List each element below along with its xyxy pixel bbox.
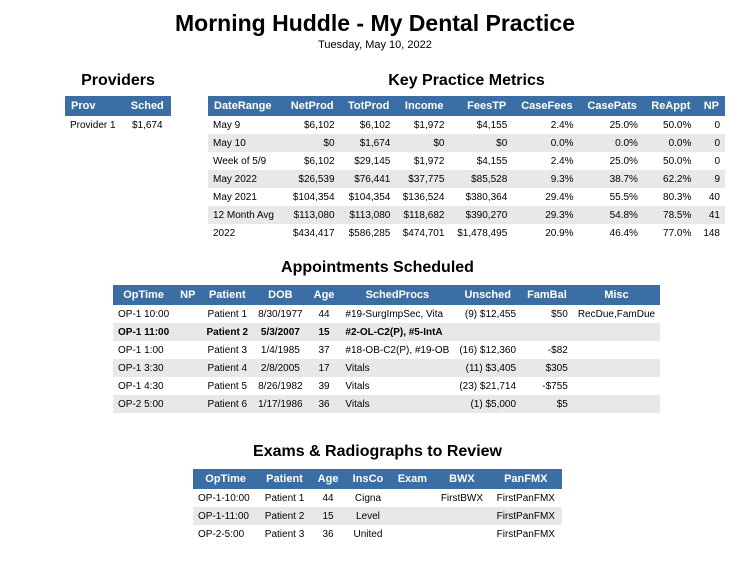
cell-age: 36	[308, 395, 341, 413]
cell-np	[174, 341, 201, 359]
provider-name: Provider 1	[70, 119, 116, 131]
cell-optime: OP-1 10:00	[118, 308, 170, 320]
col-header-prov[interactable]: Prov	[65, 96, 124, 116]
cell-income: $474,701	[402, 227, 445, 239]
table-row	[113, 341, 660, 359]
cell-totprod: $104,354	[348, 191, 391, 203]
cell-reappt: 50.0%	[663, 119, 692, 131]
col-header-patient[interactable]: Patient	[201, 285, 253, 305]
page-title: Morning Huddle - My Dental Practice	[175, 10, 575, 36]
cell-insco: United	[353, 528, 383, 540]
cell-casefees: 2.4%	[550, 155, 574, 167]
table-row	[208, 170, 725, 188]
cell-optime: OP-1-10:00	[198, 492, 250, 504]
cell-fambal: -$82	[547, 344, 568, 356]
table-row	[193, 489, 562, 507]
cell-panfmx: FirstPanFMX	[490, 507, 562, 525]
cell-insco: Level	[345, 507, 390, 525]
cell-reappt: 50.0%	[663, 155, 692, 167]
cell-age: 15	[308, 323, 341, 341]
cell-income: $0	[395, 134, 449, 152]
cell-dob: 5/3/2007	[253, 323, 308, 341]
cell-optime: OP-2-5:00	[198, 528, 245, 540]
cell-insco: Cigna	[354, 492, 382, 504]
cell-schedprocs: #2-OL-C2(P), #5-IntA	[340, 323, 454, 341]
cell-np: 0	[696, 134, 725, 152]
table-row	[208, 116, 725, 134]
cell-exam	[390, 525, 434, 543]
cell-income: $1,972	[413, 119, 445, 131]
cell-reappt: 80.3%	[663, 191, 692, 203]
cell-fambal: $305	[521, 359, 573, 377]
table-row	[193, 525, 562, 543]
col-header-reappt[interactable]: ReAppt	[643, 96, 696, 116]
col-header-optime[interactable]: OpTime	[193, 469, 258, 489]
cell-optime: OP-1 4:30	[118, 380, 164, 392]
col-header-optime[interactable]: OpTime	[113, 285, 174, 305]
cell-casepats: 0.0%	[579, 134, 643, 152]
col-header-patient[interactable]: Patient	[258, 469, 310, 489]
cell-daterange: May 10	[208, 134, 282, 152]
providers-table	[65, 96, 171, 134]
cell-income: $37,775	[395, 170, 449, 188]
cell-unsched: (16) $12,360	[459, 344, 517, 356]
col-header-feestp[interactable]: FeesTP	[449, 96, 512, 116]
cell-schedprocs: Vitals	[345, 380, 370, 392]
cell-feestp: $85,528	[449, 170, 512, 188]
cell-reappt: 78.5%	[643, 206, 696, 224]
cell-casefees: 29.4%	[545, 191, 574, 203]
report-date: Tuesday, May 10, 2022	[318, 39, 432, 51]
table-row	[113, 305, 660, 323]
cell-casepats: 55.5%	[609, 191, 638, 203]
cell-dob: 1/17/1986	[253, 395, 308, 413]
cell-daterange: May 2021	[213, 191, 257, 203]
cell-feestp: $4,155	[476, 155, 508, 167]
cell-netprod: $113,080	[282, 206, 339, 224]
col-header-dob[interactable]: DOB	[253, 285, 308, 305]
col-header-schedprocs[interactable]: SchedProcs	[340, 285, 454, 305]
cell-daterange: 2022	[213, 227, 236, 239]
col-header-bwx[interactable]: BWX	[434, 469, 489, 489]
cell-optime: OP-1 1:00	[118, 344, 164, 356]
cell-np	[174, 305, 201, 323]
cell-feestp: $390,270	[449, 206, 512, 224]
cell-panfmx: FirstPanFMX	[496, 528, 555, 540]
cell-daterange: May 9	[213, 119, 241, 131]
metrics-table	[208, 96, 725, 242]
cell-patient: Patient 3	[207, 344, 248, 356]
cell-optime: OP-2 5:00	[113, 395, 174, 413]
cell-casepats: 25.0%	[609, 155, 638, 167]
cell-schedprocs: Vitals	[340, 359, 454, 377]
cell-casepats: 38.7%	[579, 170, 643, 188]
cell-panfmx: FirstPanFMX	[496, 492, 555, 504]
table-row	[208, 206, 725, 224]
table-row	[65, 116, 171, 134]
col-header-income[interactable]: Income	[395, 96, 449, 116]
cell-dob: 8/26/1982	[258, 380, 303, 392]
cell-age: 37	[318, 344, 330, 356]
cell-misc	[573, 359, 660, 377]
cell-totprod: $586,285	[348, 227, 391, 239]
col-header-np[interactable]: NP	[696, 96, 725, 116]
cell-age: 17	[308, 359, 341, 377]
cell-patient: Patient 4	[201, 359, 253, 377]
cell-totprod: $1,674	[340, 134, 396, 152]
cell-income: $136,524	[402, 191, 445, 203]
table-row	[193, 507, 562, 525]
cell-income: $118,682	[395, 206, 449, 224]
col-header-casepats[interactable]: CasePats	[579, 96, 643, 116]
cell-misc	[573, 341, 660, 359]
appointments-section-title: Appointments Scheduled	[281, 259, 474, 276]
cell-bwx	[434, 507, 489, 525]
cell-reappt: 77.0%	[663, 227, 692, 239]
cell-netprod: $434,417	[292, 227, 335, 239]
cell-casepats: 46.4%	[609, 227, 638, 239]
cell-totprod: $29,145	[354, 155, 391, 167]
cell-netprod: $0	[282, 134, 339, 152]
table-row	[113, 395, 660, 413]
cell-optime: OP-1 11:00	[113, 323, 174, 341]
cell-age: 44	[318, 308, 330, 320]
cell-np: 0	[714, 119, 720, 131]
cell-age: 15	[311, 507, 346, 525]
cell-schedprocs: #18-OB-C2(P), #19-OB	[345, 344, 450, 356]
cell-patient: Patient 5	[207, 380, 248, 392]
cell-netprod: $104,354	[292, 191, 335, 203]
cell-dob: 1/4/1985	[260, 344, 300, 356]
cell-patient: Patient 1	[264, 492, 305, 504]
cell-misc	[573, 377, 660, 395]
cell-totprod: $113,080	[340, 206, 396, 224]
cell-netprod: $6,102	[303, 155, 335, 167]
table-row	[208, 134, 725, 152]
cell-reappt: 0.0%	[643, 134, 696, 152]
cell-misc	[573, 395, 660, 413]
cell-fambal: -$755	[542, 380, 568, 392]
col-header-insco[interactable]: InsCo	[345, 469, 390, 489]
cell-exam	[390, 489, 434, 507]
metrics-section-title: Key Practice Metrics	[388, 72, 545, 89]
cell-exam	[390, 507, 434, 525]
cell-schedprocs: #19-SurgImpSec, Vita	[345, 308, 444, 320]
cell-casefees: 2.4%	[550, 119, 574, 131]
cell-patient: Patient 2	[258, 507, 310, 525]
table-row	[208, 224, 725, 242]
cell-np: 148	[703, 227, 720, 239]
col-header-sched[interactable]: Sched	[124, 96, 171, 116]
cell-age: 36	[322, 528, 334, 540]
cell-netprod: $26,539	[282, 170, 339, 188]
cell-bwx	[434, 525, 489, 543]
cell-misc: RecDue,FamDue	[577, 308, 656, 320]
cell-patient: Patient 6	[201, 395, 253, 413]
cell-daterange: 12 Month Avg	[208, 206, 282, 224]
cell-reappt: 62.2%	[643, 170, 696, 188]
cell-casefees: 0.0%	[512, 134, 578, 152]
cell-age: 39	[318, 380, 330, 392]
col-header-totprod[interactable]: TotProd	[340, 96, 396, 116]
cell-patient: Patient 3	[264, 528, 305, 540]
col-header-fambal[interactable]: FamBal	[521, 285, 573, 305]
col-header-age[interactable]: Age	[308, 285, 341, 305]
cell-np	[174, 359, 201, 377]
cell-daterange: Week of 5/9	[213, 155, 267, 167]
cell-feestp: $1,478,495	[457, 227, 508, 239]
cell-patient: Patient 2	[201, 323, 253, 341]
cell-feestp: $4,155	[476, 119, 508, 131]
cell-fambal: $50	[551, 308, 568, 320]
cell-feestp: $380,364	[465, 191, 508, 203]
cell-bwx: FirstBWX	[440, 492, 484, 504]
cell-np	[174, 323, 201, 341]
cell-optime: OP-1 3:30	[113, 359, 174, 377]
cell-patient: Patient 1	[207, 308, 248, 320]
col-header-misc[interactable]: Misc	[573, 285, 660, 305]
cell-np: 9	[696, 170, 725, 188]
exams-table	[193, 469, 562, 543]
col-header-panfmx[interactable]: PanFMX	[490, 469, 562, 489]
cell-np	[174, 377, 201, 395]
col-header-casefees[interactable]: CaseFees	[512, 96, 578, 116]
cell-np	[174, 395, 201, 413]
col-header-daterange[interactable]: DateRange	[208, 96, 282, 116]
col-header-age[interactable]: Age	[311, 469, 346, 489]
cell-casepats: 25.0%	[609, 119, 638, 131]
cell-income: $1,972	[413, 155, 445, 167]
table-row	[208, 188, 725, 206]
cell-feestp: $0	[449, 134, 512, 152]
provider-sched: $1,674	[131, 119, 163, 131]
col-header-exam[interactable]: Exam	[390, 469, 434, 489]
table-row	[208, 152, 725, 170]
cell-fambal	[521, 323, 573, 341]
cell-unsched: (1) $5,000	[454, 395, 521, 413]
cell-casefees: 9.3%	[512, 170, 578, 188]
cell-unsched	[454, 323, 521, 341]
cell-age: 44	[322, 492, 334, 504]
cell-totprod: $6,102	[359, 119, 391, 131]
cell-optime: OP-1-11:00	[193, 507, 258, 525]
cell-unsched: (23) $21,714	[459, 380, 517, 392]
cell-schedprocs: Vitals	[340, 395, 454, 413]
cell-fambal: $5	[521, 395, 573, 413]
table-row	[113, 323, 660, 341]
exams-section-title: Exams & Radiographs to Review	[253, 443, 502, 460]
cell-totprod: $76,441	[340, 170, 396, 188]
col-header-netprod[interactable]: NetProd	[282, 96, 339, 116]
col-header-np[interactable]: NP	[174, 285, 201, 305]
col-header-unsched[interactable]: Unsched	[454, 285, 521, 305]
cell-netprod: $6,102	[303, 119, 335, 131]
table-row	[113, 377, 660, 395]
cell-dob: 2/8/2005	[253, 359, 308, 377]
table-row	[113, 359, 660, 377]
cell-misc	[573, 323, 660, 341]
appointments-table	[113, 285, 660, 413]
cell-casefees: 20.9%	[545, 227, 574, 239]
cell-daterange: May 2022	[208, 170, 282, 188]
cell-casepats: 54.8%	[579, 206, 643, 224]
cell-np: 40	[708, 191, 720, 203]
cell-dob: 8/30/1977	[258, 308, 303, 320]
cell-unsched: (9) $12,455	[464, 308, 517, 320]
providers-section-title: Providers	[81, 72, 155, 89]
cell-np: 0	[714, 155, 720, 167]
cell-casefees: 29.3%	[512, 206, 578, 224]
cell-unsched: (11) $3,405	[454, 359, 521, 377]
cell-np: 41	[696, 206, 725, 224]
